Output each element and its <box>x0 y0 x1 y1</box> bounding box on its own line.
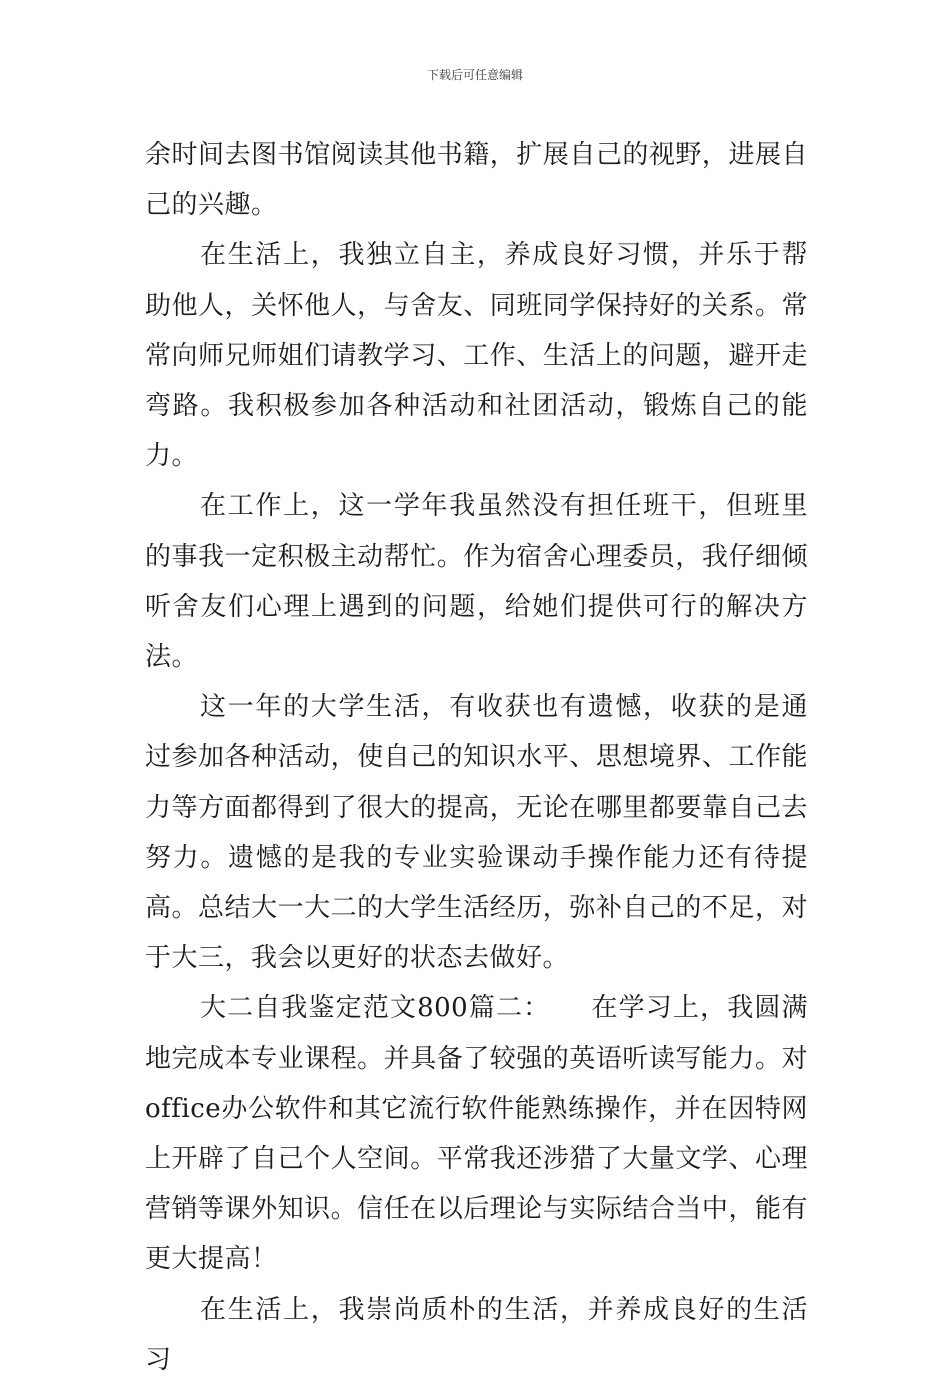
paragraph-life-two: 在生活上，我崇尚质朴的生活，并养成良好的生活习 <box>145 1294 808 1375</box>
paragraph-life: 在生活上，我独立自主，养成良好习惯，并乐于帮助他人，关怀他人，与舍友、同班同学保持好的关系。常常向师兄师姐们请教学习、工作、生活上的问题，避开走弯路。我积极参加各种活动和社团活动，锻炼自己的能力。 <box>145 240 808 472</box>
paragraph-continued: 余时间去图书馆阅读其他书籍，扩展自己的视野，进展自己的兴趣。 <box>145 140 808 221</box>
paragraph-summary: 这一年的大学生活，有收获也有遗憾，收获的是通过参加各种活动，使自己的知识水平、思想境界、工作能力等方面都得到了很大的提高，无论在哪里都要靠自己去努力。遗憾的是我的专业实验课动手操作能力还有待提高。总结大一大二的大学生活经历，弥补自己的不足，对于大三，我会以更好的状态去做好。 <box>145 692 808 974</box>
paragraph-sample-two: 大二自我鉴定范文800篇二： 在学习上，我圆满地完成本专业课程。并具备了较强的英语听读写能力。对office办公软件和其它流行软件能熟练操作，并在因特网上开辟了自己个人空间。平常我还涉猎了大量文学、心理营销等课外知识。信任在以后理论与实际结合当中，能有更大提高！ <box>145 993 808 1275</box>
document-body <box>145 130 808 1385</box>
page-header: 下载后可任意编辑 <box>426 68 523 82</box>
paragraph-work: 在工作上，这一学年我虽然没有担任班干，但班里的事我一定积极主动帮忙。作为宿舍心理委员，我仔细倾听舍友们心理上遇到的问题，给她们提供可行的解决方法。 <box>145 491 808 673</box>
